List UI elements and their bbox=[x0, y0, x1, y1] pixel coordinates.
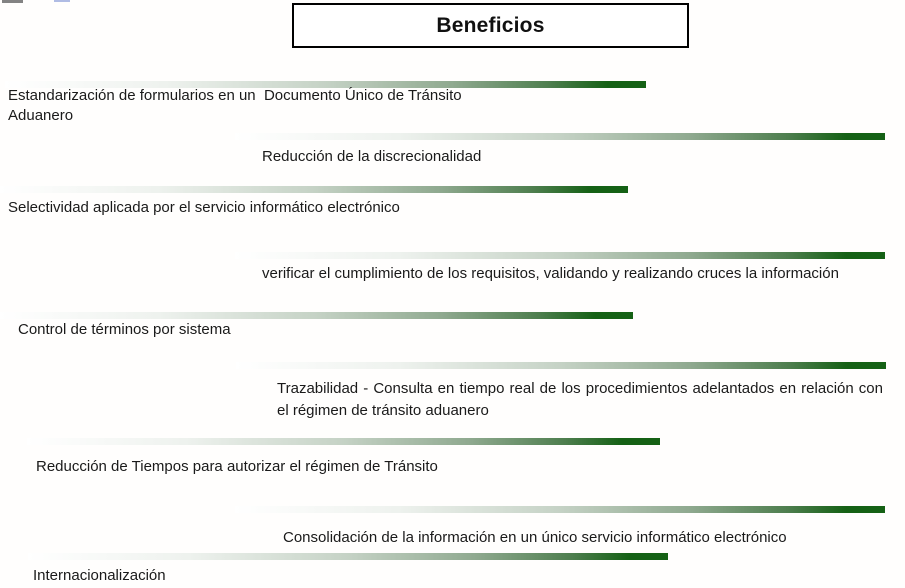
benefit-bar-5 bbox=[0, 312, 633, 319]
benefit-text-3: Selectividad aplicada por el servicio informático electrónico bbox=[8, 199, 400, 216]
benefit-text-8: Consolidación de la información en un único servicio informático electrónico bbox=[283, 529, 787, 546]
benefit-bar-6 bbox=[236, 362, 886, 369]
page-title: Beneficios bbox=[436, 13, 545, 37]
benefit-text-6: Trazabilidad - Consulta en tiempo real de los procedimientos adelantados en relación con el régimen de tránsito aduanero bbox=[277, 380, 888, 419]
benefit-text-2: Reducción de la discrecionalidad bbox=[262, 148, 482, 165]
benefit-bar-4 bbox=[235, 252, 885, 259]
benefit-bar-7 bbox=[27, 438, 660, 445]
benefit-text-1: Estandarización de formularios en un Documento Único de Tránsito Aduanero bbox=[8, 87, 465, 124]
benefit-text-5: Control de términos por sistema bbox=[18, 321, 231, 338]
top-edge-artifact bbox=[2, 0, 23, 3]
benefit-bar-9 bbox=[28, 553, 668, 560]
benefit-bar-3 bbox=[0, 186, 628, 193]
benefit-text-9: Internacionalización bbox=[33, 567, 166, 584]
benefit-text-4: verificar el cumplimiento de los requisitos, validando y realizando cruces la información bbox=[262, 265, 839, 282]
benefit-bar-2 bbox=[235, 133, 885, 140]
top-edge-artifact bbox=[54, 0, 70, 2]
title-box bbox=[292, 3, 689, 48]
benefit-bar-8 bbox=[235, 506, 885, 513]
benefit-text-7: Reducción de Tiempos para autorizar el régimen de Tránsito bbox=[36, 458, 438, 475]
